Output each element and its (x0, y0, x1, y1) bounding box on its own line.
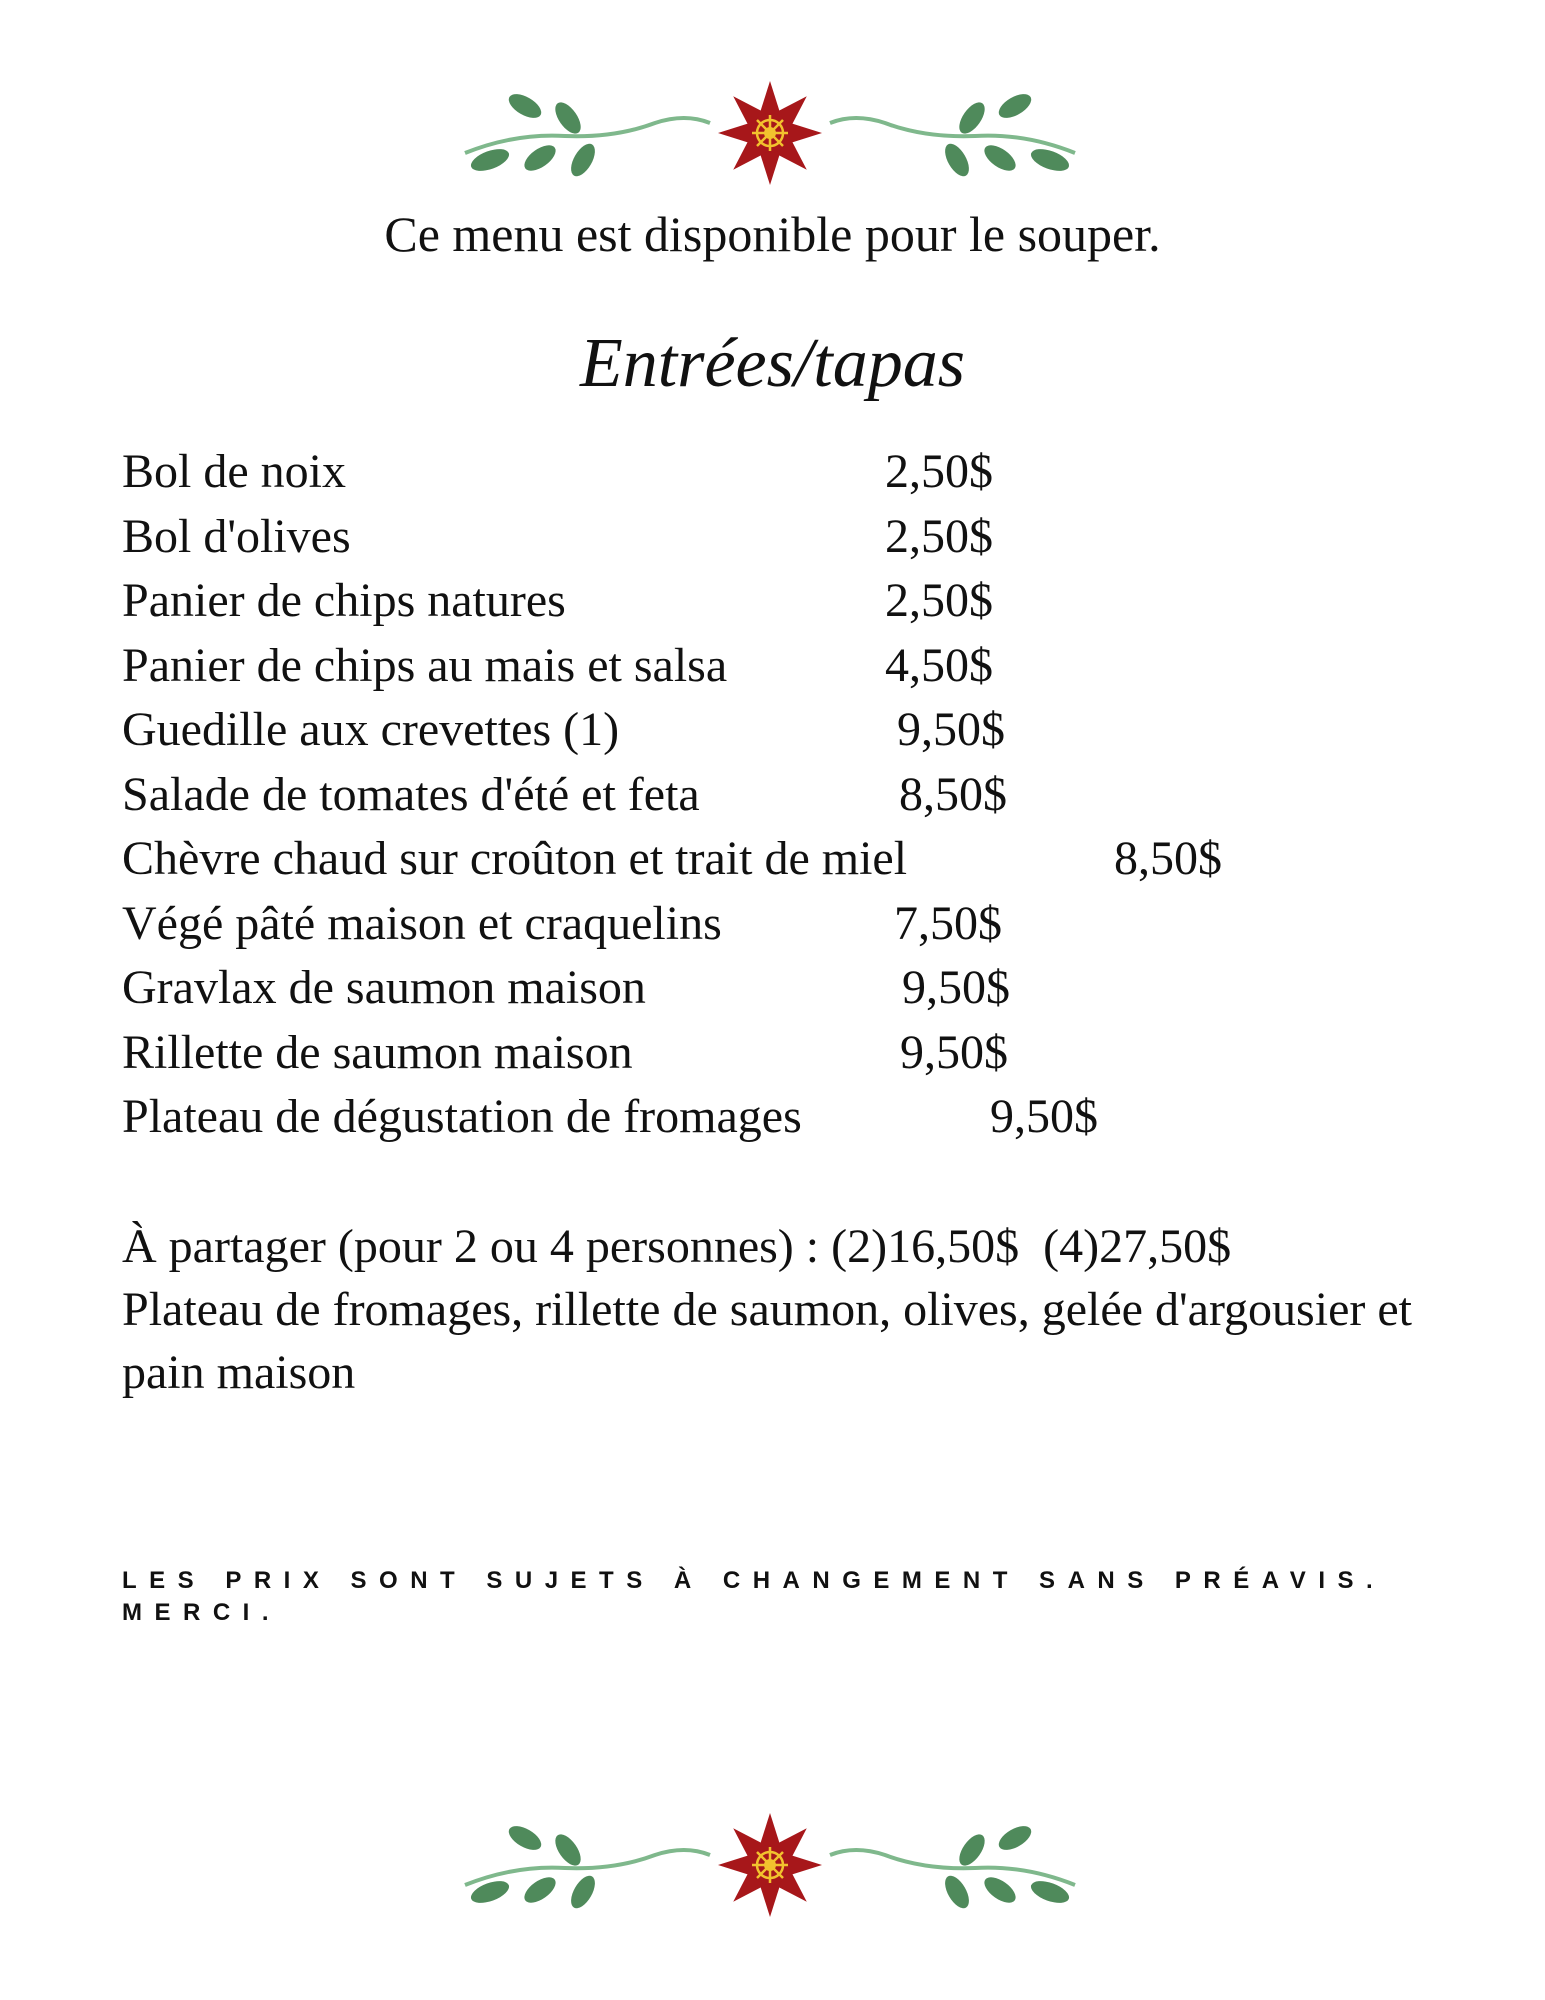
menu-item (122, 827, 1472, 892)
menu-item-price: 2,50$ (885, 509, 993, 563)
menu-item-name: Rillette de saumon maison (122, 1025, 633, 1079)
menu-item-name: Chèvre chaud sur croûton et trait de miel (122, 832, 908, 885)
bottom-flower-ornament (455, 1810, 1085, 1920)
leaf-icon (505, 89, 545, 123)
leaf-icon (954, 98, 989, 138)
sharing-label: À partager (pour 2 ou 4 personnes) : (122, 1220, 820, 1273)
menu-item-name: Panier de chips natures (122, 574, 566, 627)
menu-item-name: Bol de noix (122, 445, 346, 498)
menu-item (122, 1085, 1472, 1150)
menu-item-price: 8,50$ (899, 767, 1007, 821)
section-title: Entrées/tapas (580, 325, 965, 402)
menu-item-name: Salade de tomates d'été et feta (122, 767, 700, 821)
leaf-icon (940, 140, 974, 180)
leaf-icon (566, 140, 600, 180)
menu-item-price: 9,50$ (990, 1090, 1098, 1143)
flower-vine-ornament (465, 81, 1075, 185)
leaf-icon (520, 1872, 560, 1907)
menu-item (122, 569, 1472, 634)
intro-text: Ce menu est disponible pour le souper. (384, 206, 1161, 262)
sharing-header (122, 1215, 1452, 1278)
poinsettia-flower-icon (718, 1813, 822, 1917)
menu-item-name: Bol d'olives (122, 509, 351, 563)
menu-item (122, 1021, 1472, 1086)
menu-item-price: 9,50$ (902, 961, 1010, 1014)
sharing-price-4: (4)27,50$ (1043, 1220, 1232, 1273)
menu-item-name: Plateau de dégustation de fromages (122, 1090, 802, 1143)
menu-item-name: Panier de chips au mais et salsa (122, 638, 728, 692)
sharing-section (122, 1215, 1452, 1404)
menu-item (122, 956, 1472, 1021)
menu-item (122, 634, 1472, 699)
menu-item (122, 698, 1472, 763)
leaf-icon (980, 140, 1020, 175)
menu-item-price: 9,50$ (897, 703, 1005, 756)
leaf-icon (940, 1872, 974, 1912)
leaf-icon (505, 1821, 545, 1855)
sharing-description: Plateau de fromages, rillette de saumon, olives, gelée d'argousier et pain maison (122, 1283, 1412, 1399)
menu-item-name: Gravlax de saumon maison (122, 961, 646, 1014)
leaf-icon (550, 98, 585, 138)
sharing-price-2: (2)16,50$ (831, 1220, 1020, 1273)
menu-item-name: Guedille aux crevettes (1) (122, 703, 620, 756)
menu-item-name: Végé pâté maison et craquelins (122, 896, 722, 950)
flower-vine-ornament (465, 1813, 1075, 1917)
leaf-icon (566, 1872, 600, 1912)
poinsettia-flower-icon (718, 81, 822, 185)
menu-item-price: 8,50$ (1114, 832, 1222, 885)
leaf-icon (954, 1830, 989, 1870)
menu-item-price: 7,50$ (894, 896, 1002, 950)
menu-item (122, 440, 1472, 505)
menu-item (122, 505, 1472, 570)
menu-item-price: 2,50$ (885, 574, 993, 627)
menu-item-price: 9,50$ (900, 1025, 1008, 1079)
menu-item-price: 4,50$ (885, 638, 993, 692)
menu-item (122, 763, 1472, 828)
menu-item-price: 2,50$ (885, 445, 993, 498)
leaf-icon (520, 140, 560, 175)
leaf-icon (550, 1830, 585, 1870)
top-flower-ornament (455, 78, 1085, 188)
menu-list (122, 440, 1472, 1150)
price-notice: LES PRIX SONT SUJETS À CHANGEMENT SANS PRÉAVIS. MERCI. (122, 1567, 1386, 1626)
leaf-icon (995, 1821, 1035, 1855)
leaf-icon (995, 89, 1035, 123)
menu-item (122, 892, 1472, 957)
leaf-icon (980, 1872, 1020, 1907)
